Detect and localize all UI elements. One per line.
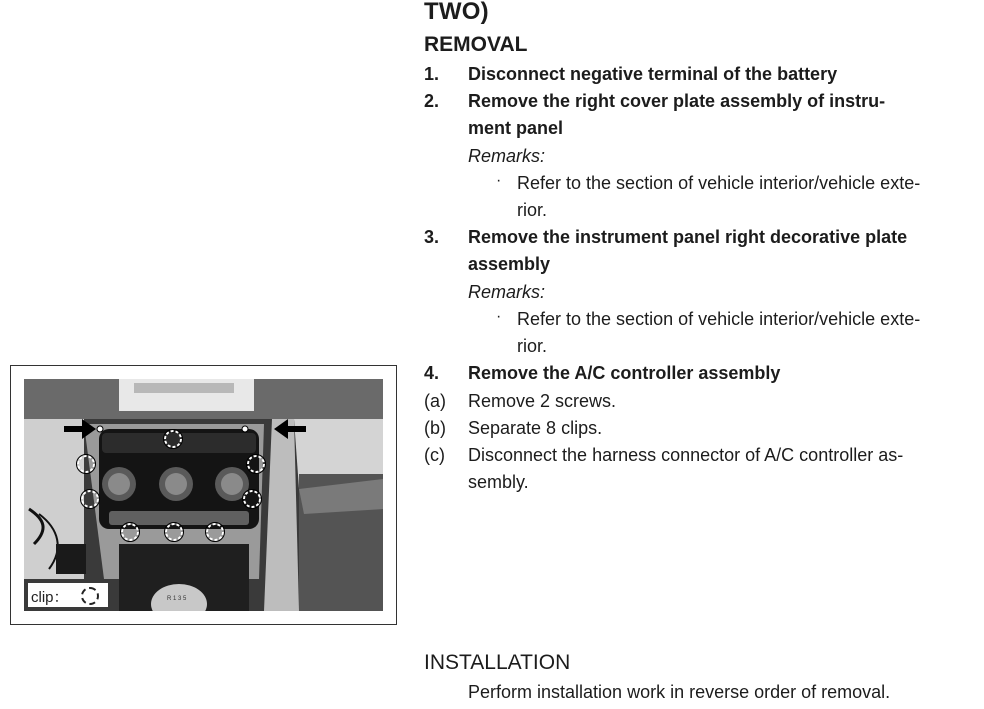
step-3-text-line-1: Remove the instrument panel right decorative plate <box>468 227 908 247</box>
step-2-remark-line-1: Refer to the section of vehicle interior/vehicle exte- <box>517 173 921 193</box>
substep-a-label: (a) <box>424 391 446 411</box>
removal-title: REMOVAL <box>424 33 528 56</box>
step-4 <box>424 360 976 387</box>
substep-c-label: (c) <box>424 445 445 465</box>
step-2-number: 2. <box>424 91 440 111</box>
step-1-number: 1. <box>424 64 440 84</box>
step-1 <box>424 61 976 88</box>
substep-c-text-line-1: Disconnect the harness connector of A/C controller as- <box>468 445 904 465</box>
step-2-text-line-1: Remove the right cover plate assembly of instru- <box>468 91 886 111</box>
step-2-remark-bullet: · <box>496 172 502 189</box>
step-2-text-line-2: ment panel <box>468 118 564 138</box>
installation-text: Perform installation work in reverse order of removal. <box>468 682 891 702</box>
step-2-remark-line-2: rior. <box>517 200 548 220</box>
substep-b-label: (b) <box>424 418 446 438</box>
step-2 <box>424 88 976 142</box>
installation-title: INSTALLATION <box>424 651 571 674</box>
clip-legend <box>28 583 108 607</box>
step-4-number: 4. <box>424 363 440 383</box>
step-3-number: 3. <box>424 227 440 247</box>
section-heading-continuation: TWO) <box>424 0 489 25</box>
step-3 <box>424 224 976 278</box>
substep-b-text: Separate 8 clips. <box>468 418 603 438</box>
step-4-text: Remove the A/C controller assembly <box>468 363 781 383</box>
clip-legend-icon <box>81 587 99 605</box>
step-3-text-line-2: assembly <box>468 254 551 274</box>
gear-shift-labels: R 1 3 5 <box>167 596 187 602</box>
step-2-remarks-label: Remarks: <box>468 146 546 166</box>
substep-c-text-line-2: sembly. <box>468 472 529 492</box>
step-3-remark-line-1: Refer to the section of vehicle interior/vehicle exte- <box>517 309 921 329</box>
ac-controller-illustration <box>24 379 383 611</box>
step-3-remark-line-2: rior. <box>517 336 548 356</box>
ac-controller-photo <box>24 379 383 611</box>
substep-a-text: Remove 2 screws. <box>468 391 617 411</box>
step-3-remarks-label: Remarks: <box>468 282 546 302</box>
clip-legend-label: clip： <box>31 589 69 606</box>
step-1-text: Disconnect negative terminal of the battery <box>468 64 838 84</box>
step-3-remark-bullet: · <box>496 308 502 325</box>
